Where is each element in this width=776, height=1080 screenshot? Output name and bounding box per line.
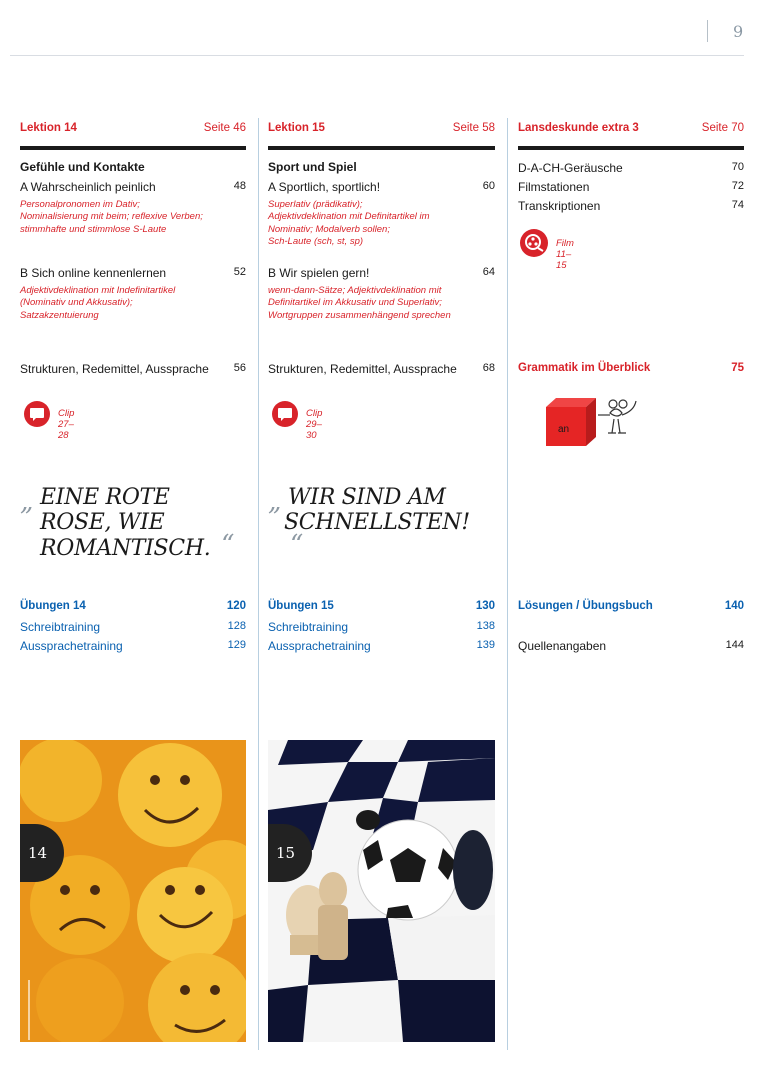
- exercise-title: Übungen 14: [20, 600, 86, 612]
- detail-line: Nominalisierung mit beim; reflexive Verben;: [20, 211, 203, 223]
- quote-open-mark: „: [20, 487, 34, 517]
- top-rule: [10, 55, 744, 56]
- toc-entry[interactable]: [518, 199, 744, 213]
- detail-line: Satzakzentuierung: [20, 309, 99, 321]
- chapter-number-badge: 14: [20, 824, 64, 882]
- exercise-page: 120: [226, 600, 246, 612]
- toc-entry-page: 64: [482, 266, 495, 278]
- chapter-number-badge: 15: [268, 824, 312, 882]
- exercise-entry[interactable]: [20, 639, 246, 653]
- chapter-heading: Sport und Spiel: [268, 160, 357, 174]
- exercise-page: 129: [227, 639, 246, 651]
- page-number-bar: [707, 20, 708, 42]
- sources-entry[interactable]: [518, 639, 744, 653]
- exercise-page: 130: [475, 600, 495, 612]
- exercise-entry[interactable]: [20, 620, 246, 634]
- clip-label: Clip 29–30: [306, 408, 323, 441]
- sources-title: Quellenangaben: [518, 639, 607, 653]
- solutions-entry[interactable]: [518, 600, 744, 612]
- toc-entry-page: 74: [731, 199, 744, 211]
- toc-entry-title: B Sich online kennenlernen: [20, 266, 167, 280]
- quote-line-wrap: [268, 511, 495, 562]
- toc-entry[interactable]: [20, 180, 246, 194]
- column-divider: [507, 118, 508, 1050]
- toc-entry-title: D-A-CH-Geräusche: [518, 161, 623, 175]
- speech-bubble-icon: [24, 401, 50, 427]
- detail-line: Wortgruppen zusammenhängend sprechen: [268, 309, 451, 321]
- quote-line-wrap: [20, 530, 235, 562]
- grammar-title: Grammatik im Überblick: [518, 362, 651, 374]
- detail-line: Adjektivdeklination mit Indefinitartikel: [20, 285, 176, 296]
- quote-close-mark: “: [221, 530, 235, 560]
- detail-line: Sch-Laute (sch, st, sp): [268, 235, 364, 247]
- entry-details: [268, 199, 495, 248]
- toc-entry-title: Strukturen, Redemittel, Aussprache: [20, 362, 209, 376]
- exercise-page: 139: [476, 639, 495, 651]
- exercise-title: Aussprachetraining: [268, 639, 371, 653]
- exercise-entry[interactable]: [268, 620, 495, 634]
- exercise-page: 128: [227, 620, 246, 632]
- entry-details: [20, 285, 246, 322]
- section-page: Seite 46: [203, 122, 246, 134]
- chapter-quote: [20, 486, 234, 562]
- clip-label: Clip 27–28: [58, 408, 75, 441]
- entry-details: [20, 199, 246, 236]
- toc-entry[interactable]: [268, 362, 495, 376]
- quote-line: ROSE, WIE: [40, 509, 165, 535]
- exercise-entry[interactable]: [268, 600, 495, 612]
- exercise-title: Schreibtraining: [20, 620, 101, 634]
- section-header: [268, 122, 495, 150]
- toc-entry-title: B Wir spielen gern!: [268, 266, 370, 280]
- toc-entry[interactable]: [268, 266, 495, 280]
- chapter-heading: Gefühle und Kontakte: [20, 160, 145, 174]
- quote-close-mark: “: [290, 530, 303, 560]
- film-label: Film 11–15: [556, 238, 574, 271]
- toc-entry-page: 52: [233, 266, 246, 278]
- section-page: Seite 70: [701, 122, 744, 134]
- toc-entry-title: Transkriptionen: [518, 199, 601, 213]
- solutions-title: Lösungen / Übungsbuch: [518, 600, 653, 612]
- toc-entry-title: Filmstationen: [518, 180, 590, 194]
- detail-line: (Nominativ und Akkusativ);: [20, 297, 133, 309]
- detail-line: Adjektivdeklination mit Definitartikel im: [268, 211, 430, 223]
- exercise-title: Schreibtraining: [268, 620, 349, 634]
- toc-entry-page: 72: [731, 180, 744, 192]
- detail-line: stimmhafte und stimmlose S-Laute: [20, 223, 167, 235]
- detail-line: Definitartikel im Akkusativ und Superlativ;: [268, 297, 442, 309]
- toc-entry-page: 60: [482, 180, 495, 192]
- toc-entry[interactable]: [518, 161, 744, 175]
- toc-entry-page: 70: [731, 161, 744, 173]
- toc-entry-page: 48: [233, 180, 246, 192]
- grammar-entry[interactable]: [518, 362, 744, 374]
- lollipop-photo: [20, 740, 246, 1042]
- detail-line: Superlativ (prädikativ);: [268, 199, 363, 210]
- toc-entry[interactable]: [518, 180, 744, 194]
- section-page: Seite 58: [452, 122, 495, 134]
- quote-line: WIR SIND AM: [288, 485, 446, 510]
- toc-entry-title: A Sportlich, sportlich!: [268, 180, 381, 194]
- toc-entry-page: 56: [233, 362, 246, 374]
- cube-label: an: [558, 424, 570, 435]
- detail-line: wenn-dann-Sätze; Adjektivdeklination mit: [268, 285, 442, 296]
- toc-entry[interactable]: [20, 362, 246, 376]
- section-title: Lansdeskunde extra 3: [518, 122, 639, 134]
- lollipop-faces-illustration: [20, 740, 246, 1042]
- exercise-page: 138: [476, 620, 495, 632]
- quote-line: ROMANTISCH.: [40, 536, 211, 561]
- exercise-title: Aussprachetraining: [20, 639, 123, 653]
- detail-line: Nominativ; Modalverb sollen;: [268, 223, 390, 235]
- mouse-pushing-cube-illustration: [546, 393, 646, 449]
- sources-page: 144: [725, 639, 744, 651]
- exercise-entry[interactable]: [268, 639, 495, 653]
- entry-details: [268, 285, 495, 322]
- quote-line: EINE ROTE: [40, 485, 170, 510]
- film-reel-icon: [520, 229, 548, 257]
- section-title: Lektion 15: [268, 122, 325, 134]
- speech-bubble-icon: [272, 401, 298, 427]
- exercise-title: Übungen 15: [268, 600, 334, 612]
- chessboard-football-illustration: [268, 740, 495, 1042]
- column-divider: [258, 118, 259, 1050]
- section-header: [518, 122, 744, 150]
- page-number: 9: [733, 22, 744, 41]
- sport-photo: [268, 740, 495, 1042]
- grammar-page: 75: [731, 362, 744, 374]
- exercise-entry[interactable]: [20, 600, 246, 612]
- section-header: [20, 122, 246, 150]
- section-title: Lektion 14: [20, 122, 77, 134]
- chapter-quote: [268, 486, 495, 562]
- toc-entry-title: Strukturen, Redemittel, Aussprache: [268, 362, 457, 376]
- toc-entry-title: A Wahrscheinlich peinlich: [20, 180, 156, 194]
- quote-open-mark: „: [268, 487, 282, 517]
- toc-entry[interactable]: [20, 266, 246, 280]
- toc-entry-page: 68: [482, 362, 495, 374]
- solutions-page: 140: [724, 600, 744, 612]
- toc-entry[interactable]: [268, 180, 495, 194]
- detail-line: Personalpronomen im Dativ;: [20, 199, 140, 210]
- quote-line: SCHNELLSTEN!: [284, 509, 470, 535]
